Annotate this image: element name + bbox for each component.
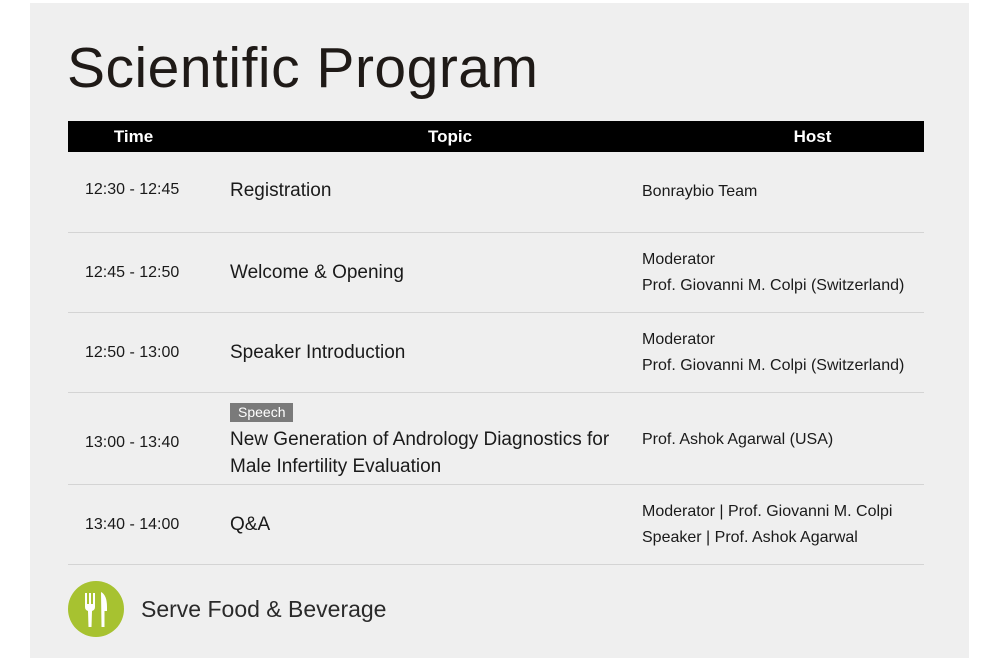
time-cell: 13:00 - 13:40	[85, 433, 180, 451]
time-cell: 12:30 - 12:45	[85, 181, 180, 198]
topic-cell: Registration	[230, 179, 332, 201]
table-row	[68, 152, 924, 233]
header-host: Host	[793, 126, 832, 146]
topic-cell: Speaker Introduction	[230, 342, 406, 363]
host-cell	[642, 247, 924, 299]
topic-cell	[230, 398, 642, 480]
host-line: Prof. Giovanni M. Colpi (Switzerland)	[642, 356, 905, 374]
topic-line: Male Infertility Evaluation	[230, 455, 442, 477]
host-line: Prof. Ashok Agarwal (USA)	[642, 430, 834, 448]
host-line: Moderator	[642, 330, 715, 348]
food-break	[68, 581, 386, 637]
table-row	[68, 485, 924, 565]
table-row	[68, 313, 924, 393]
fork-knife-icon	[68, 581, 124, 637]
table-row	[68, 393, 924, 485]
program-table	[68, 121, 924, 565]
speech-badge: Speech	[230, 403, 293, 422]
table-row	[68, 233, 924, 313]
time-cell: 12:45 - 12:50	[85, 263, 180, 281]
topic-cell: Q&A	[230, 514, 271, 535]
host-cell	[642, 179, 924, 205]
topic-line: New Generation of Andrology Diagnostics for	[230, 428, 610, 450]
time-cell: 13:40 - 14:00	[85, 515, 180, 533]
host-line: Speaker | Prof. Ashok Agarwal	[642, 528, 858, 546]
header-topic: Topic	[427, 126, 473, 146]
host-cell	[642, 327, 924, 379]
host-line: Prof. Giovanni M. Colpi (Switzerland)	[642, 276, 905, 294]
host-line: Moderator | Prof. Giovanni M. Colpi	[642, 502, 893, 520]
table-header	[68, 121, 924, 152]
host-cell	[642, 499, 924, 551]
program-card	[30, 3, 969, 658]
host-cell	[642, 427, 924, 453]
host-line: Bonraybio Team	[642, 183, 758, 200]
host-line: Moderator	[642, 250, 715, 268]
page-title: Scientific Program	[67, 36, 539, 100]
topic-cell: Welcome & Opening	[230, 262, 404, 283]
time-cell: 12:50 - 13:00	[85, 343, 180, 361]
food-break-label: Serve Food & Beverage	[141, 595, 387, 622]
header-time: Time	[113, 126, 154, 146]
